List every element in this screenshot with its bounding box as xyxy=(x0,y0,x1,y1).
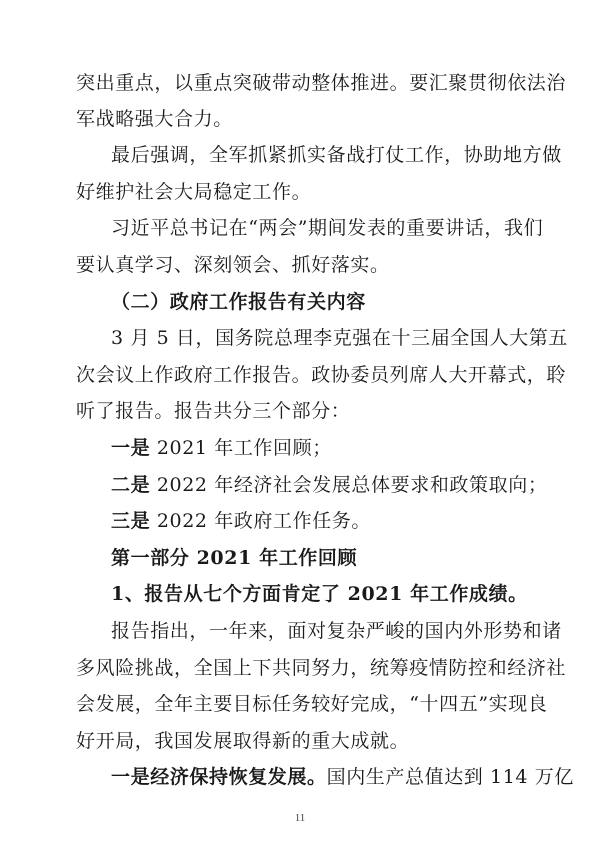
paragraph-line: 好维护社会大局稳定工作。 xyxy=(76,180,312,203)
part-heading: 第一部分 2021 年工作回顾 xyxy=(111,546,358,569)
subsection-heading: 1、报告从七个方面肯定了 2021 年工作成绩。 xyxy=(111,583,528,606)
list-item xyxy=(111,436,526,460)
paragraph-line: 习近平总书记在“两会”期间发表的重要讲话，我们 xyxy=(111,217,544,240)
paragraph-line: 听了报告。报告共分三个部分： xyxy=(76,400,351,423)
paragraph-line: 要认真学习、深刻领会、抓好落实。 xyxy=(76,254,390,276)
paragraph-text: 国内生产总值达到 114 万亿 xyxy=(326,766,574,789)
list-item-text: 2022 年经济社会发展总体要求和政策取向； xyxy=(150,473,548,496)
paragraph-line: 报告指出，一年来，面对复杂严峻的国内外形势和诸 xyxy=(111,620,562,642)
paragraph-lead: 一是经济保持恢复发展。 xyxy=(111,766,327,789)
list-item-lead: 三是 xyxy=(111,510,151,533)
paragraph-line: 好开局，我国发展取得新的重大成就。 xyxy=(76,729,410,752)
list-item-lead: 二是 xyxy=(111,473,151,496)
section-heading: （二）政府工作报告有关内容 xyxy=(111,290,366,313)
paragraph-line: 突出重点，以重点突破带动整体推进。要汇聚贯彻依法治 xyxy=(76,72,567,94)
paragraph-line: 军战略强大合力。 xyxy=(76,107,233,130)
paragraph-line: 多风险挑战，全国上下共同努力，统筹疫情防控和经济社 xyxy=(76,656,567,679)
list-item-text: 2021 年工作回顾； xyxy=(150,437,332,459)
paragraph-line: 次会议上作政府工作报告。政协委员列席人大开幕式，聆 xyxy=(76,363,567,386)
page-number: 11 xyxy=(294,812,306,824)
paragraph-line: 会发展，全年主要目标任务较好完成，“十四五”实现良 xyxy=(76,693,548,716)
list-item xyxy=(111,509,526,533)
list-item-text: 2022 年政府工作任务。 xyxy=(150,510,372,533)
paragraph-line: 3 月 5 日，国务院总理李克强在十三届全国人大第五 xyxy=(111,327,568,350)
paragraph-line: 最后强调，全军抓紧抓实备战打仗工作，协助地方做 xyxy=(111,144,562,167)
paragraph-line xyxy=(111,765,574,789)
list-item-lead: 一是 xyxy=(111,437,151,459)
list-item xyxy=(111,473,548,497)
